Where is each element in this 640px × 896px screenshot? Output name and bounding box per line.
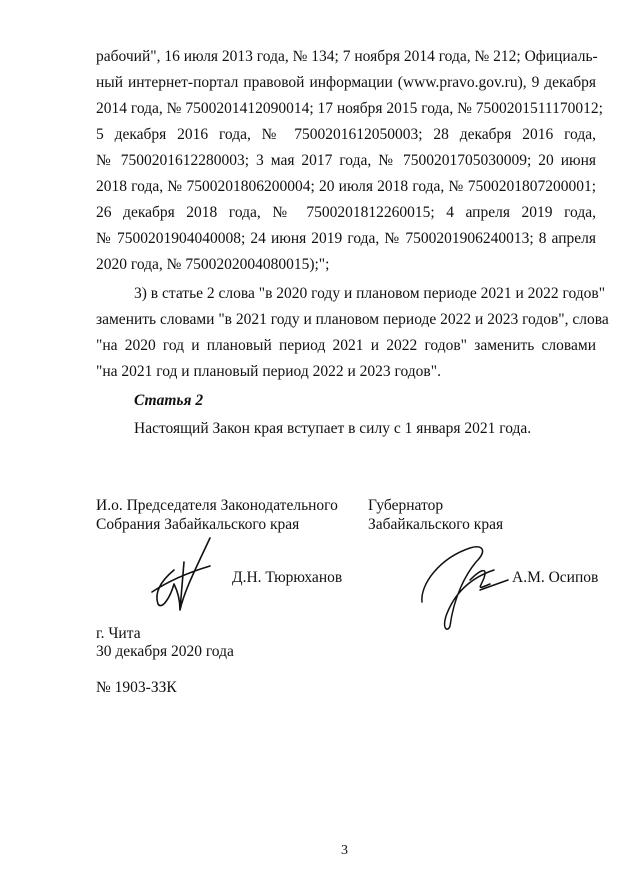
body-line-6: 2018 года, № 7500201806200004; 20 июля 2018 года, № 7500201807200001; (96, 178, 596, 195)
article-text: Настоящий Закон края вступает в силу с 1 января 2021 года. (134, 420, 532, 437)
item3-line-3: "на 2020 год и плановый период 2021 и 2022 годов" заменить словами (96, 337, 596, 354)
item3-line-2: заменить словами "в 2021 году и плановом периоде 2022 и 2023 годов", слова (96, 311, 609, 328)
left-signatory-position-1: И.о. Председателя Законодательного (96, 497, 338, 514)
body-line-5: № 7500201612280003; 3 мая 2017 года, № 7500201705030009; 20 июня (96, 152, 596, 169)
body-line-4: 5 декабря 2016 года, № 7500201612050003; 28 декабря 2016 года, (96, 126, 596, 143)
body-line-9: 2020 года, № 7500202004080015);"; (96, 256, 330, 273)
item3-line-4: "на 2021 год и плановый период 2022 и 2023 годов". (96, 363, 441, 380)
date: 30 декабря 2020 года (96, 643, 234, 660)
item3-line-1: 3) в статье 2 слова "в 2020 году и плановом периоде 2021 и 2022 годов" (134, 285, 606, 302)
body-line-2: ный интернет-портал правовой информации (www.pravo.gov.ru), 9 декабря (96, 74, 596, 91)
left-signatory-position-2: Собрания Забайкальского края (96, 516, 300, 533)
body-line-7: 26 декабря 2018 года, № 7500201812260015; 4 апреля 2019 года, (96, 204, 596, 221)
right-signatory-position-2: Забайкальского края (368, 516, 504, 533)
body-line-3: 2014 года, № 7500201412090014; 17 ноября 2015 года, № 7500201511170012; (96, 100, 603, 117)
law-number: № 1903-ЗЗК (96, 679, 177, 696)
article-title: Статья 2 (134, 392, 204, 409)
right-signatory-name: А.М. Осипов (512, 569, 599, 586)
right-signatory-position-1: Губернатор (368, 497, 444, 514)
body-line-8: № 7500201904040008; 24 июня 2019 года, № 7500201906240013; 8 апреля (96, 230, 596, 247)
city: г. Чита (96, 625, 141, 642)
left-signatory-name: Д.Н. Тюрюханов (232, 569, 343, 586)
left-signature-image (140, 532, 220, 612)
right-signature-image (410, 540, 520, 635)
page-number: 3 (341, 843, 348, 858)
body-line-1: рабочий", 16 июля 2013 года, № 134; 7 ноября 2014 года, № 212; Официаль- (96, 48, 598, 65)
